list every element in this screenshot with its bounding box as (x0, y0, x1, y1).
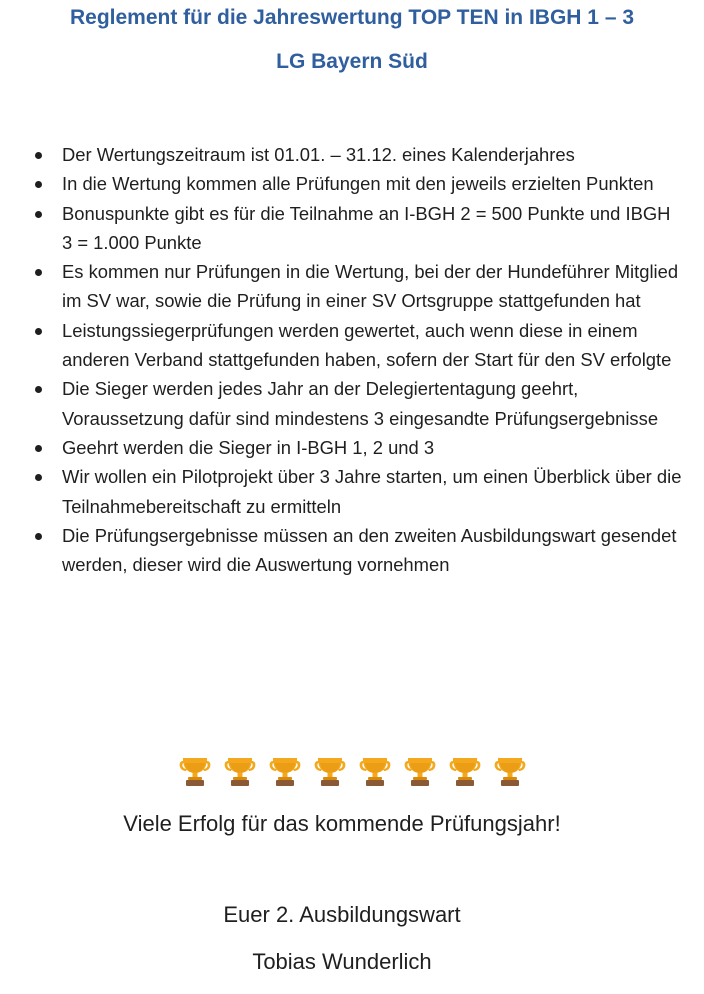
trophy-icon (447, 752, 483, 788)
rule-item (0, 257, 704, 316)
bullet-icon (35, 386, 42, 393)
bullet-icon (35, 533, 42, 540)
trophy-icon (177, 752, 213, 788)
bullet-icon (35, 181, 42, 188)
page-title: Reglement für die Jahreswertung TOP TEN in IBGH 1 – 3 (69, 6, 635, 29)
bullet-icon (35, 211, 42, 218)
trophy-icon (357, 752, 393, 788)
rule-item (0, 169, 704, 198)
rule-item (0, 140, 704, 169)
rule-text: Geehrt werden die Sieger in I-BGH 1, 2 und 3 (62, 436, 435, 458)
rule-text: Bonuspunkte gibt es für die Teilnahme an I-BGH 2 = 500 Punkte und IBGH 3 = 1.000 Punkte (62, 202, 671, 253)
bullet-icon (35, 445, 42, 452)
rules-list (0, 140, 704, 579)
rule-item (0, 462, 704, 521)
rule-item (0, 199, 704, 258)
rule-text: Es kommen nur Prüfungen in die Wertung, bei der der Hundeführer Mitglied im SV war, sowie die Prüfung in einer SV Ortsgruppe stattgefunden hat (62, 261, 679, 312)
bullet-icon (35, 474, 42, 481)
trophy-icon (267, 752, 303, 788)
rule-text: Wir wollen ein Pilotprojekt über 3 Jahre starten, um einen Überblick über die Teilnahmebereitschaft zu ermitteln (62, 466, 682, 517)
rule-item (0, 433, 704, 462)
closing-sender: Euer 2. Ausbildungswart (223, 902, 461, 927)
trophy-row (0, 752, 704, 792)
closing-signature-name: Tobias Wunderlich (252, 949, 432, 974)
rule-text: In die Wertung kommen alle Prüfungen mit den jeweils erzielten Punkten (62, 173, 654, 195)
trophy-icon (492, 752, 528, 788)
rule-text: Die Prüfungsergebnisse müssen an den zweiten Ausbildungswart gesendet werden, dieser wird die Auswertung vornehmen (62, 524, 677, 576)
bullet-icon (35, 152, 42, 159)
rule-item (0, 374, 704, 433)
rule-text: Leistungssiegerprüfungen werden gewertet, auch wenn diese in einem anderen Verband stattgefunden haben, sofern der Start für den SV erfolgte (62, 319, 672, 371)
rule-item (0, 316, 704, 375)
page-subtitle: LG Bayern Süd (276, 50, 428, 73)
rule-text: Der Wertungszeitraum ist 01.01. – 31.12. eines Kalenderjahres (62, 144, 575, 165)
rule-text: Die Sieger werden jedes Jahr an der Delegiertentagung geehrt, Voraussetzung dafür sind mindestens 3 eingesandte Prüfungsergebnisse (62, 378, 659, 429)
trophy-icon (402, 752, 438, 788)
bullet-icon (35, 328, 42, 335)
rule-item (0, 521, 704, 580)
closing-greeting: Viele Erfolg für das kommende Prüfungsjahr! (123, 811, 561, 836)
bullet-icon (35, 269, 42, 276)
trophy-icon (312, 752, 348, 788)
trophy-icon (222, 752, 258, 788)
